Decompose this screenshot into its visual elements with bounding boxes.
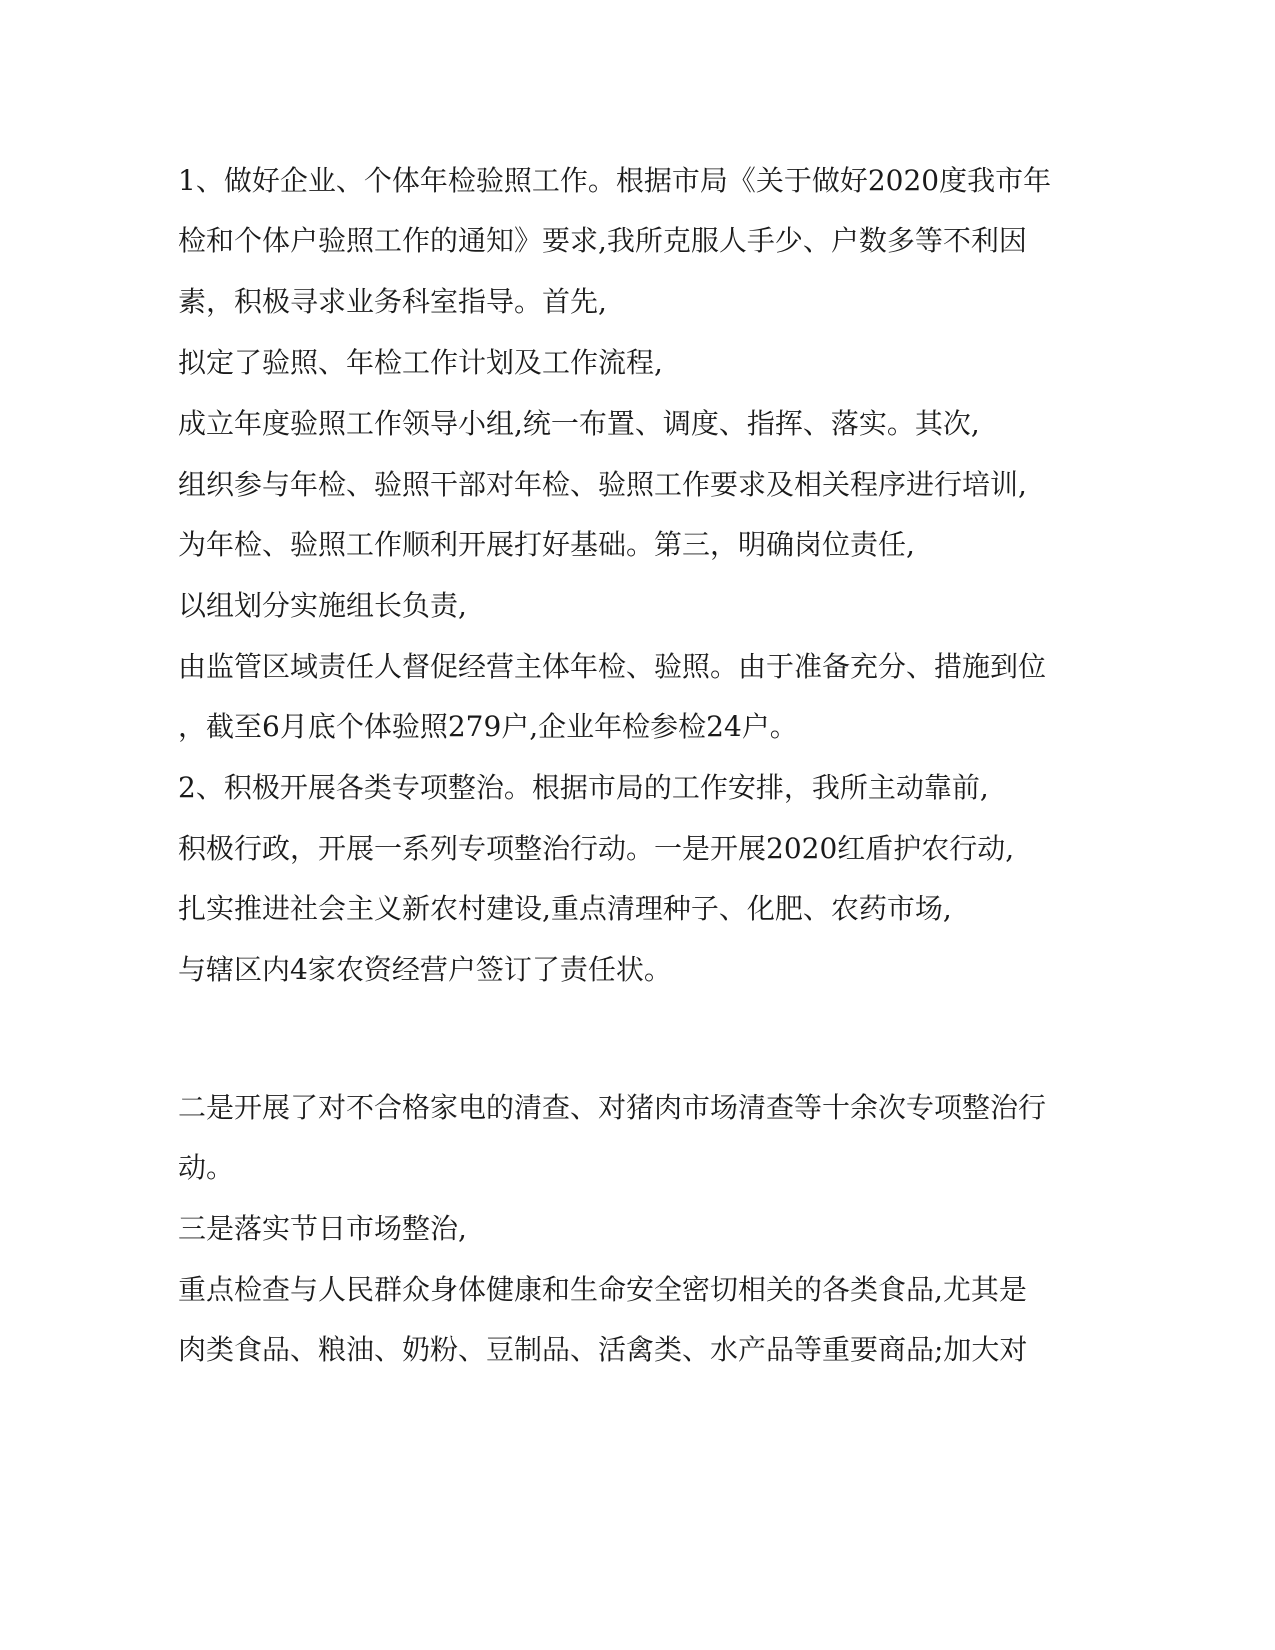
text-line: 二是开展了对不合格家电的清查、对猪肉市场清查等十余次专项整治行 — [178, 1091, 1047, 1124]
text-line: 积极行政，开展一系列专项整治行动。一是开展2020红盾护农行动, — [178, 832, 1015, 865]
text-line: 2、积极开展各类专项整治。根据市局的工作安排，我所主动靠前, — [178, 771, 989, 804]
text-line: 与辖区内4家农资经营户签订了责任状。 — [178, 953, 672, 986]
text-line: 为年检、验照工作顺利开展打好基础。第三，明确岗位责任, — [178, 528, 915, 561]
text-line: 以组划分实施组长负责, — [178, 589, 467, 622]
text-line: ，截至6月底个体验照279户,企业年检参检24户。 — [178, 710, 798, 743]
text-line: 扎实推进社会主义新农村建设,重点清理种子、化肥、农药市场, — [178, 892, 952, 925]
text-line: 由监管区域责任人督促经营主体年检、验照。由于准备充分、措施到位 — [178, 650, 1047, 683]
text-line: 检和个体户验照工作的通知》要求,我所克服人手少、户数多等不利因 — [178, 224, 1027, 257]
text-line: 重点检查与人民群众身体健康和生命安全密切相关的各类食品,尤其是 — [178, 1273, 1027, 1306]
text-line: 拟定了验照、年检工作计划及工作流程, — [178, 346, 663, 379]
text-line: 1、做好企业、个体年检验照工作。根据市局《关于做好2020度我市年 — [178, 164, 1052, 197]
text-line: 组织参与年检、验照干部对年检、验照工作要求及相关程序进行培训, — [178, 468, 1027, 501]
text-line: 素，积极寻求业务科室指导。首先, — [178, 285, 607, 318]
text-line: 三是落实节日市场整治, — [178, 1212, 467, 1245]
text-line: 动。 — [178, 1151, 235, 1184]
text-line: 肉类食品、粮油、奶粉、豆制品、活禽类、水产品等重要商品;加大对 — [178, 1333, 1028, 1366]
text-line: 成立年度验照工作领导小组,统一布置、调度、指挥、落实。其次, — [178, 407, 980, 440]
